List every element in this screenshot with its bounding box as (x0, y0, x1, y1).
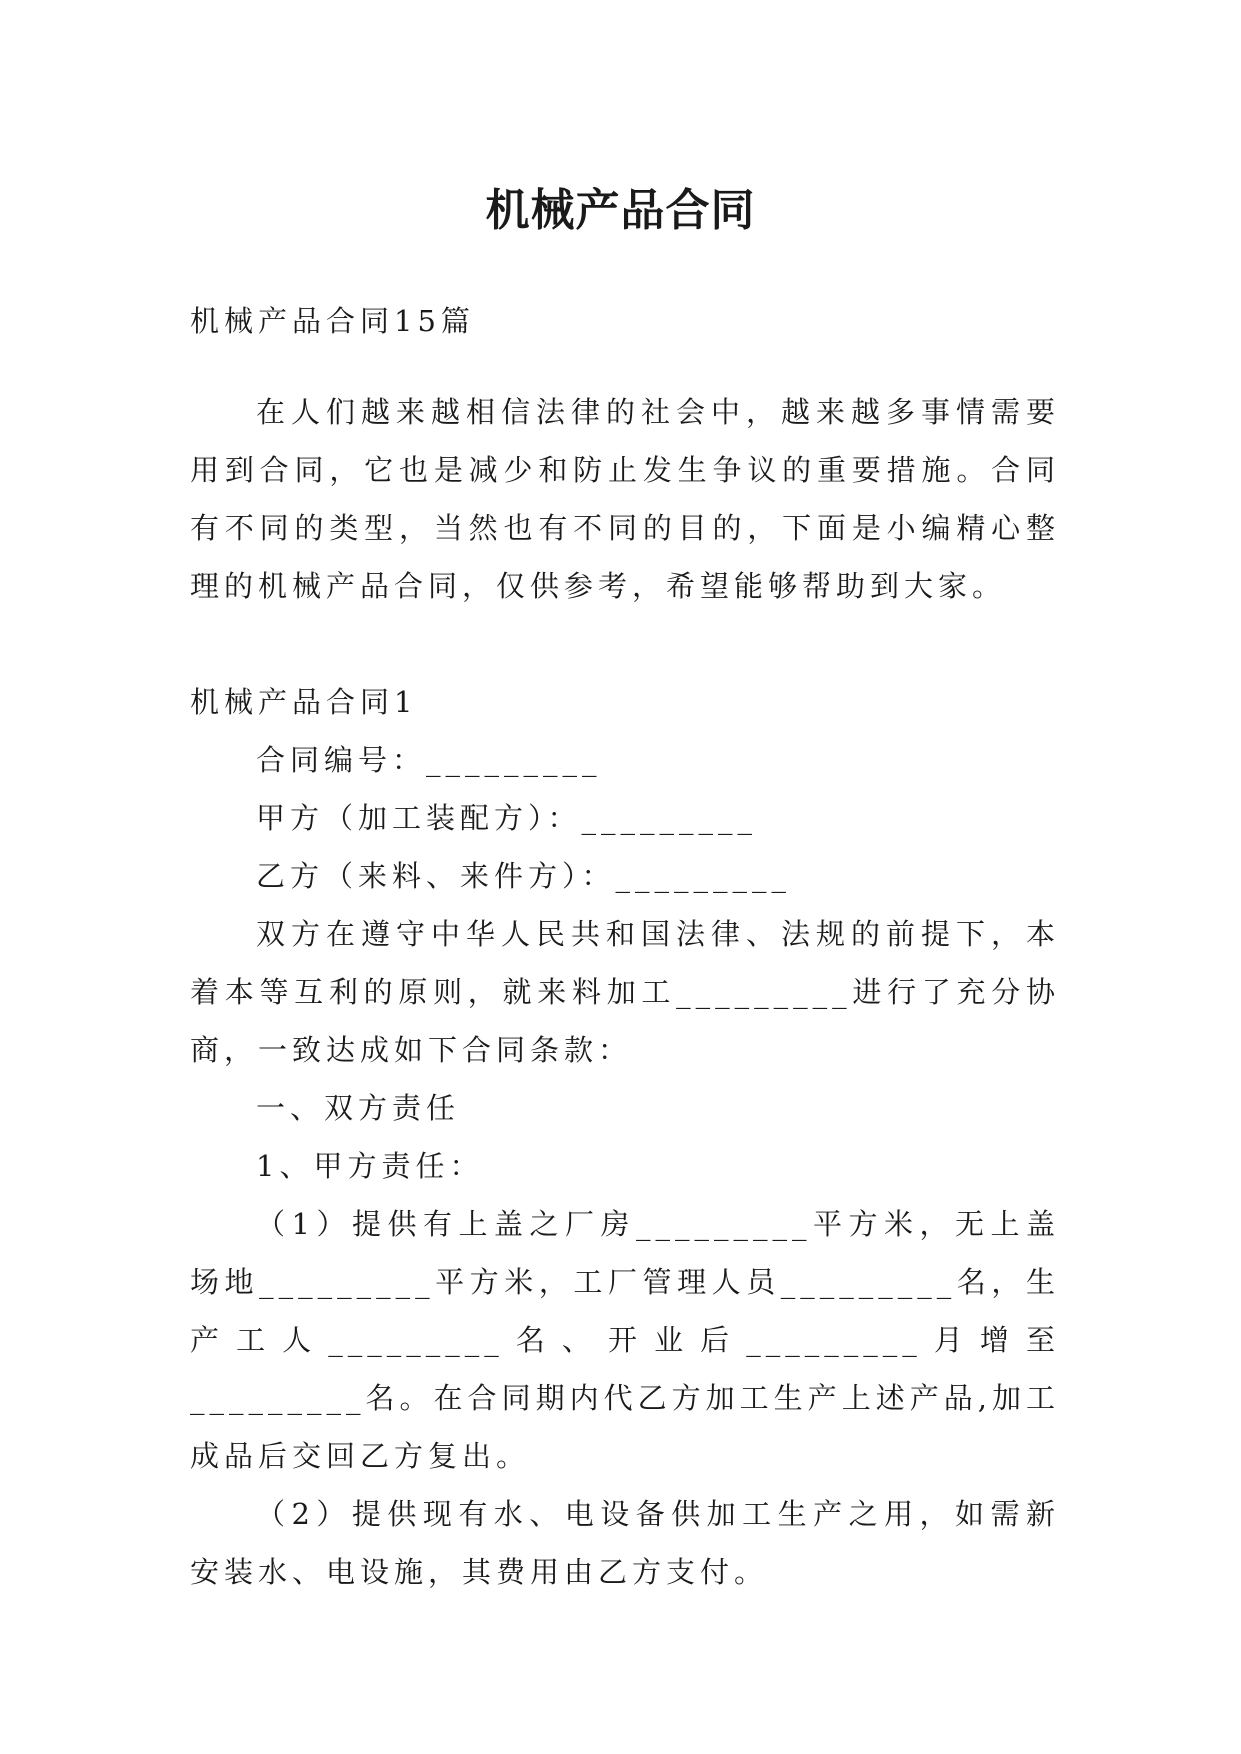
document-title: 机械产品合同 (485, 185, 756, 237)
document-subtitle: 机械产品合同15篇 (190, 304, 475, 338)
party-b: 乙方（来料、来件方）：_________ (256, 859, 792, 893)
clause-item-1: （1）提供有上盖之厂房_________平方米，无上盖场地_________平方米，工厂管理人员_________名，生产工人_________名、开业后_________月增至_________名。在合同期内代乙方加工生产上述产品,加工成品后交回乙方复出。 (190, 1207, 1060, 1473)
contract-number: 合同编号：_________ (256, 743, 602, 777)
document-body (190, 292, 1060, 1601)
sub-heading: 1、甲方责任： (256, 1149, 484, 1183)
section-heading: 机械产品合同1 (190, 685, 418, 719)
party-a: 甲方（加工装配方）：_________ (256, 801, 758, 835)
clause-item-2: （2）提供现有水、电设备供加工生产之用，如需新安装水、电设施，其费用由乙方支付。 (190, 1497, 1060, 1589)
preamble-paragraph: 双方在遵守中华人民共和国法律、法规的前提下，本着本等互利的原则，就来料加工_________进行了充分协商，一致达成如下合同条款： (190, 917, 1060, 1067)
clause-heading: 一、双方责任 (256, 1091, 461, 1125)
intro-paragraph: 在人们越来越相信法律的社会中，越来越多事情需要用到合同，它也是减少和防止发生争议的重要措施。合同有不同的类型，当然也有不同的目的，下面是小编精心整理的机械产品合同，仅供参考，希望能够帮助到大家。 (190, 395, 1060, 603)
